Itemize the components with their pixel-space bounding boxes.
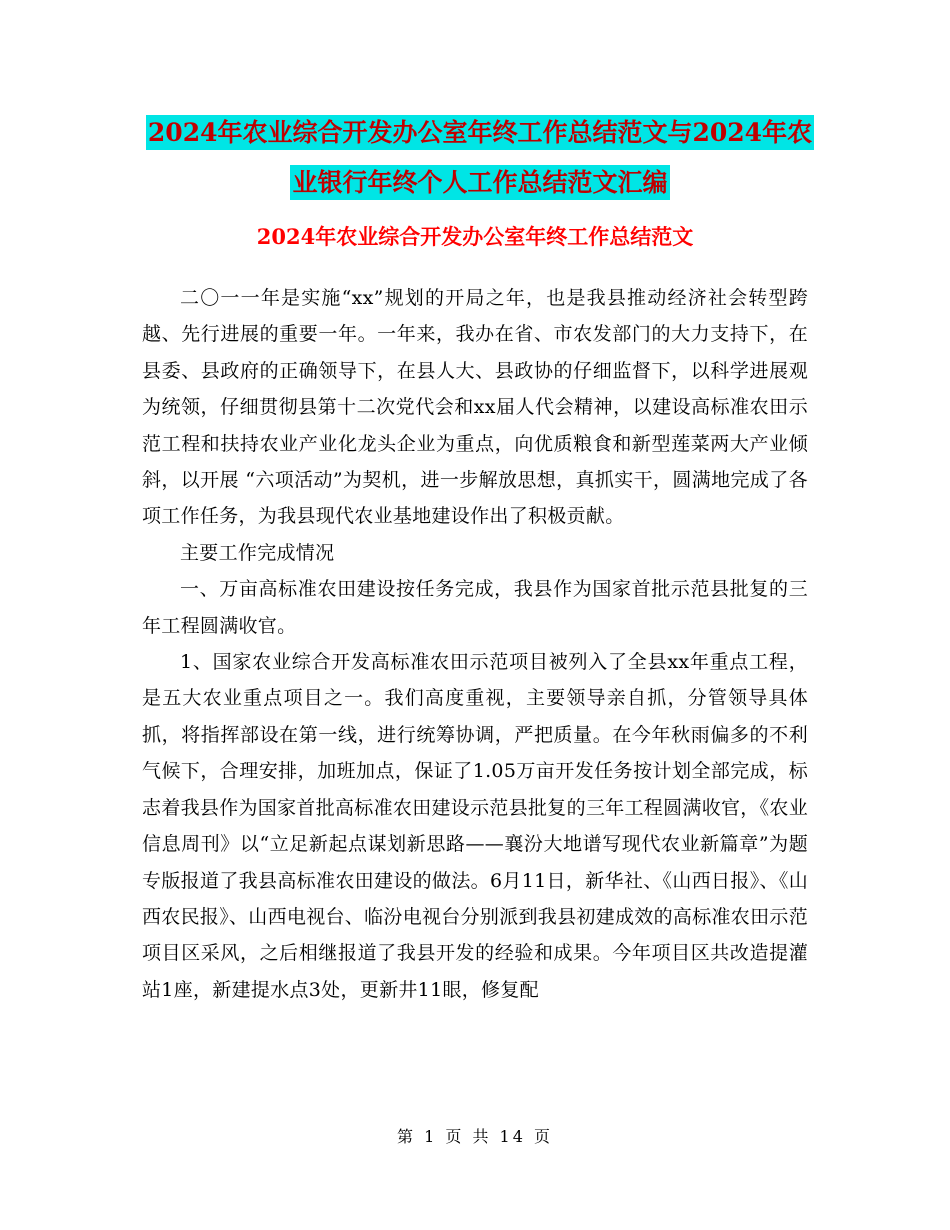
paragraph-heading-main-work: 主要工作完成情况 xyxy=(180,541,335,564)
page-number-footer: 第 1 页 共 14 页 xyxy=(397,1127,553,1146)
document-body xyxy=(142,280,808,1008)
document-title xyxy=(140,108,820,208)
paragraph-intro: 二〇一一年是实施“xx”规划的开局之年，也是我县推动经济社会转型跨越、先行进展的重要一年。一年来，我办在省、市农发部门的大力支持下，在县委、县政府的正确领导下，在县人大、县政协的仔细监督下，以科学进展观为统领，仔细贯彻县第十二次党代会和xx届人代会精神，以建设高标准农田示范工程和扶持农业产业化龙头企业为重点，向优质粮食和新型莲菜两大产业倾斜，以开展 “六项活动”为契机，进一步解放思想，真抓实干，圆满地完成了各项工作任务，为我县现代农业基地建设作出了积极贡献。 xyxy=(142,287,808,528)
paragraph-item-one: 一、万亩高标准农田建设按任务完成，我县作为国家首批示范县批复的三年工程圆满收官。 xyxy=(142,578,808,637)
section-title: 2024年农业综合开发办公室年终工作总结范文 xyxy=(256,224,694,249)
document-title-text: 2024年农业综合开发办公室年终工作总结范文与2024年农业银行年终个人工作总结范文汇编 xyxy=(146,115,814,200)
paragraph-subitem-one: 1、国家农业综合开发高标准农田示范项目被列入了全县xx年重点工程，是五大农业重点项目之一。我们高度重视，主要领导亲自抓，分管领导具体抓，将指挥部设在第一线，进行统筹协调，严把质量。在今年秋雨偏多的不利气候下，合理安排，加班加点，保证了1.05万亩开发任务按计划全部完成，标志着我县作为国家首批高标准农田建设示范县批复的三年工程圆满收官，《农业信息周刊》以“立足新起点谋划新思路——襄汾大地谱写现代农业新篇章”为题专版报道了我县高标准农田建设的做法。6月11日，新华社、《山西日报》、《山西农民报》、山西电视台、临汾电视台分别派到我县初建成效的高标准农田示范项目区采风，之后相继报道了我县开发的经验和成果。今年项目区共改造提灌站1座，新建提水点3处，更新井11眼，修复配 xyxy=(142,651,809,1001)
